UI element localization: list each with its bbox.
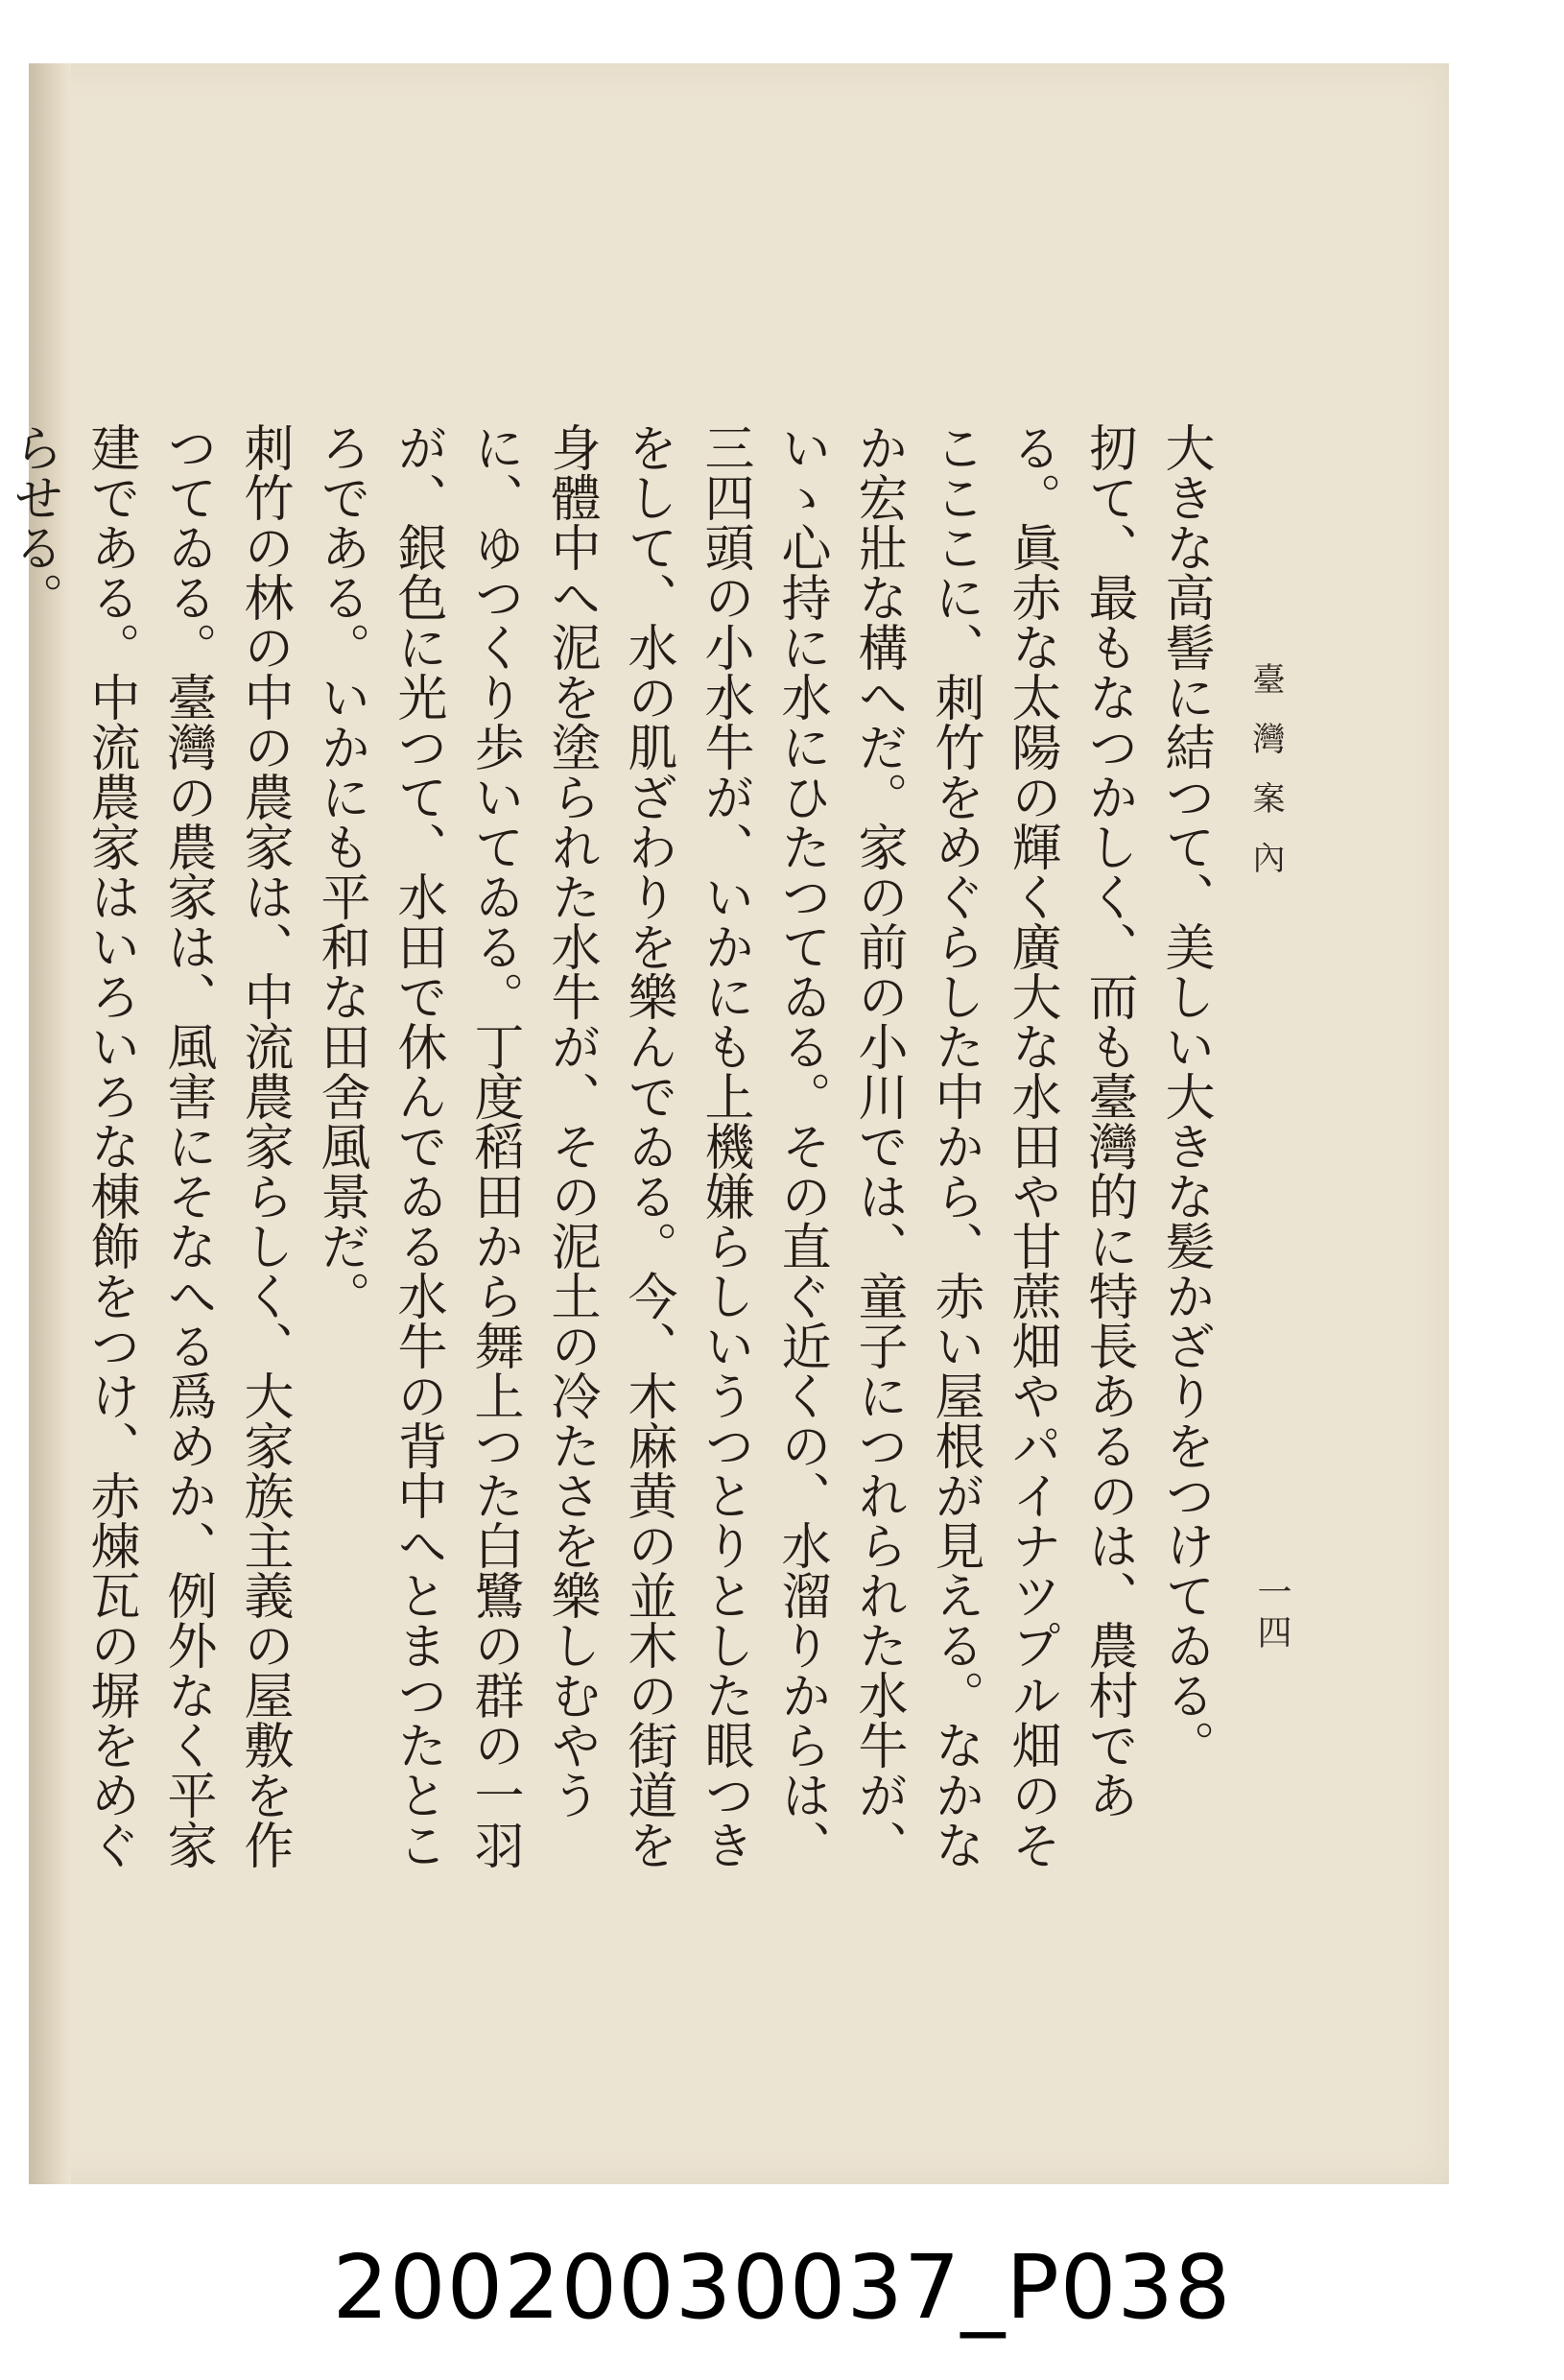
- page-number: 一四: [1252, 1574, 1291, 1654]
- vertical-body-text: [5, 422, 1223, 1900]
- paragraph: 刺竹の林の中の農家は、中流農家らしく、大家族主義の屋敷を作つてゐる。臺灣の農家は、風害にそなへる爲めか、例外なく平家建である。中流農家はいろいろな棟飾をつけ、赤煉瓦の塀をめぐらせる。: [5, 422, 293, 1869]
- archive-id-caption: 20020030037_P038: [332, 2236, 1232, 2339]
- running-header-title: 臺灣案內: [1246, 662, 1285, 900]
- paragraph: 大きな高髻に結つて、美しい大きな髪かざりをつけてゐる。: [1156, 422, 1214, 1770]
- paragraph: 扨て、最もなつかしく、而も臺灣的に特長あるのは、農村である。眞赤な太陽の輝く廣大な水田や甘蔗畑やパイナツプル畑のそこここに、刺竹をめぐらした中から、赤い屋根が見える。なかなか宏壯な構へだ。家の前の小川では、童子につれられた水牛が、いゝ心持に水にひたつてゐる。その直ぐ近くの、水溜りからは、三四頭の小水牛が、いかにも上機嫌らしいうつとりとした眼つきをして、水の肌ざわりを樂んでゐる。今、木麻黄の並木の街道を身體中へ泥を塗られた水牛が、その泥土の冷たさを樂しむやうに、ゆつくり歩いてゐる。丁度稻田から舞上つた白鷺の群の一羽が、銀色に光つて、水田で休んでゐる水牛の背中へとまつたところである。いかにも平和な田舍風景だ。: [312, 422, 1137, 1869]
